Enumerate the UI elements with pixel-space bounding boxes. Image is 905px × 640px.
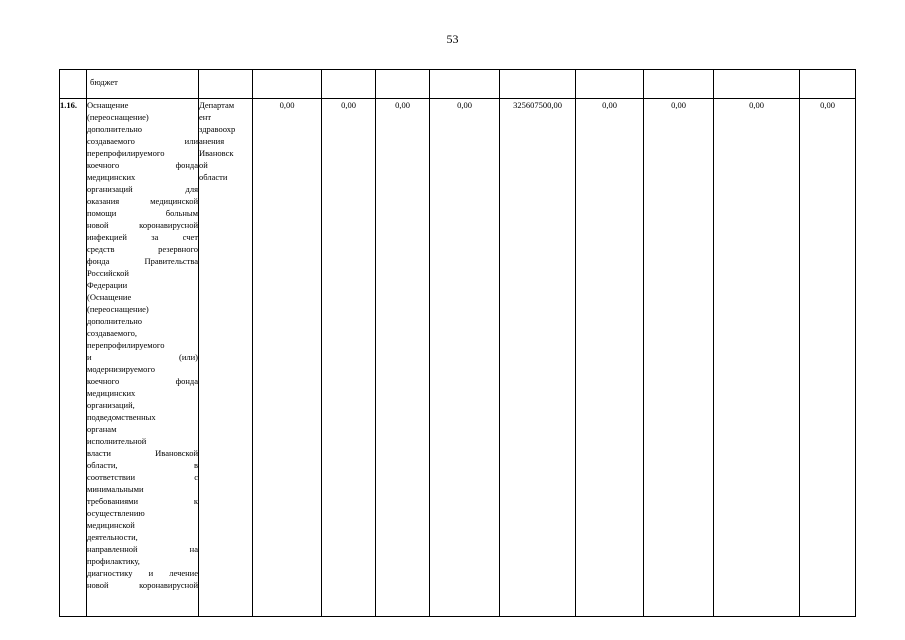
value-cell: 0,00 bbox=[714, 99, 800, 617]
description-line: диагностику и лечение bbox=[87, 568, 198, 578]
value-cell: 0,00 bbox=[322, 99, 376, 617]
page-number: 53 bbox=[446, 32, 459, 46]
description-line: фонда Правительства bbox=[87, 256, 198, 266]
description-line: соответствии с bbox=[87, 472, 198, 482]
description-line: создаваемого или bbox=[87, 136, 198, 146]
description-line: создаваемого, bbox=[87, 328, 138, 338]
description-line: коечного фонда bbox=[87, 160, 198, 170]
value-cell-empty bbox=[430, 70, 500, 99]
value-cell: 325607500,00 bbox=[500, 99, 576, 617]
value-cell-empty bbox=[376, 70, 430, 99]
description-line: деятельности, bbox=[87, 532, 138, 542]
description-line: дополнительно bbox=[87, 124, 143, 134]
value-cell: 0,00 bbox=[376, 99, 430, 617]
description-line: власти Ивановской bbox=[87, 448, 198, 458]
executor-line: здравоохр bbox=[199, 124, 236, 134]
executor-line: ент bbox=[199, 112, 212, 122]
executor-line: Ивановск bbox=[199, 148, 234, 158]
description-line: Оснащение bbox=[87, 100, 129, 110]
description-line: Федерации bbox=[87, 280, 128, 290]
row-number: 1.16. bbox=[60, 99, 87, 617]
value-cell-empty bbox=[714, 70, 800, 99]
description-line: медицинских bbox=[87, 388, 136, 398]
description-line: дополнительно bbox=[87, 316, 143, 326]
executor-line: анения bbox=[199, 136, 225, 146]
description-line: (Оснащение bbox=[87, 292, 132, 302]
description-line: организаций для bbox=[87, 184, 198, 194]
description-line: перепрофилируемого bbox=[87, 148, 165, 158]
value-cell: 0,00 bbox=[800, 99, 856, 617]
description-line: (переоснащение) bbox=[87, 112, 149, 122]
value-cell-empty bbox=[500, 70, 576, 99]
table-row bbox=[60, 99, 856, 617]
description-line: (переоснащение) bbox=[87, 304, 149, 314]
value-cell-empty bbox=[253, 70, 322, 99]
value-cell-empty bbox=[644, 70, 714, 99]
row-description bbox=[87, 99, 199, 617]
description-line: осуществлению bbox=[87, 508, 145, 518]
description-line: новой коронавирусной bbox=[87, 580, 198, 590]
description-line: исполнительной bbox=[87, 436, 147, 446]
description-line: медицинской bbox=[87, 520, 135, 530]
description-line: подведомственных bbox=[87, 412, 156, 422]
executor-line: ой bbox=[199, 160, 208, 170]
value-cell: 0,00 bbox=[430, 99, 500, 617]
row-executor bbox=[199, 99, 253, 617]
value-cell-empty bbox=[322, 70, 376, 99]
description-line: оказания медицинской bbox=[87, 196, 198, 206]
description-line: медицинских bbox=[87, 172, 136, 182]
value-cell: 0,00 bbox=[253, 99, 322, 617]
description-line: и (или) bbox=[87, 352, 198, 362]
description-line: инфекцией за счет bbox=[87, 232, 198, 242]
value-cell: 0,00 bbox=[576, 99, 644, 617]
budget-table bbox=[59, 69, 856, 617]
description-line: минимальными bbox=[87, 484, 144, 494]
value-cell-empty bbox=[800, 70, 856, 99]
executor-cell-empty bbox=[199, 70, 253, 99]
description-line: Российской bbox=[87, 268, 129, 278]
description-line: перепрофилируемого bbox=[87, 340, 165, 350]
value-cell-empty bbox=[576, 70, 644, 99]
description-line: новой коронавирусной bbox=[87, 220, 198, 230]
description-line: модернизируемого bbox=[87, 364, 155, 374]
row-number-cell-empty bbox=[60, 70, 87, 99]
description-line: организаций, bbox=[87, 400, 135, 410]
table-row-continuation bbox=[60, 70, 856, 99]
executor-line: Департам bbox=[199, 100, 235, 110]
description-line: средств резервного bbox=[87, 244, 198, 254]
description-line: органам bbox=[87, 424, 117, 434]
value-cell: 0,00 bbox=[644, 99, 714, 617]
description-line: помощи больным bbox=[87, 208, 198, 218]
description-line: направленной на bbox=[87, 544, 198, 554]
description-line: коечного фонда bbox=[87, 376, 198, 386]
description-line: требованиями к bbox=[87, 496, 198, 506]
executor-line: области bbox=[199, 172, 228, 182]
description-line: профилактику, bbox=[87, 556, 140, 566]
continuation-label: бюджет bbox=[87, 70, 199, 99]
description-line: области, в bbox=[87, 460, 198, 470]
